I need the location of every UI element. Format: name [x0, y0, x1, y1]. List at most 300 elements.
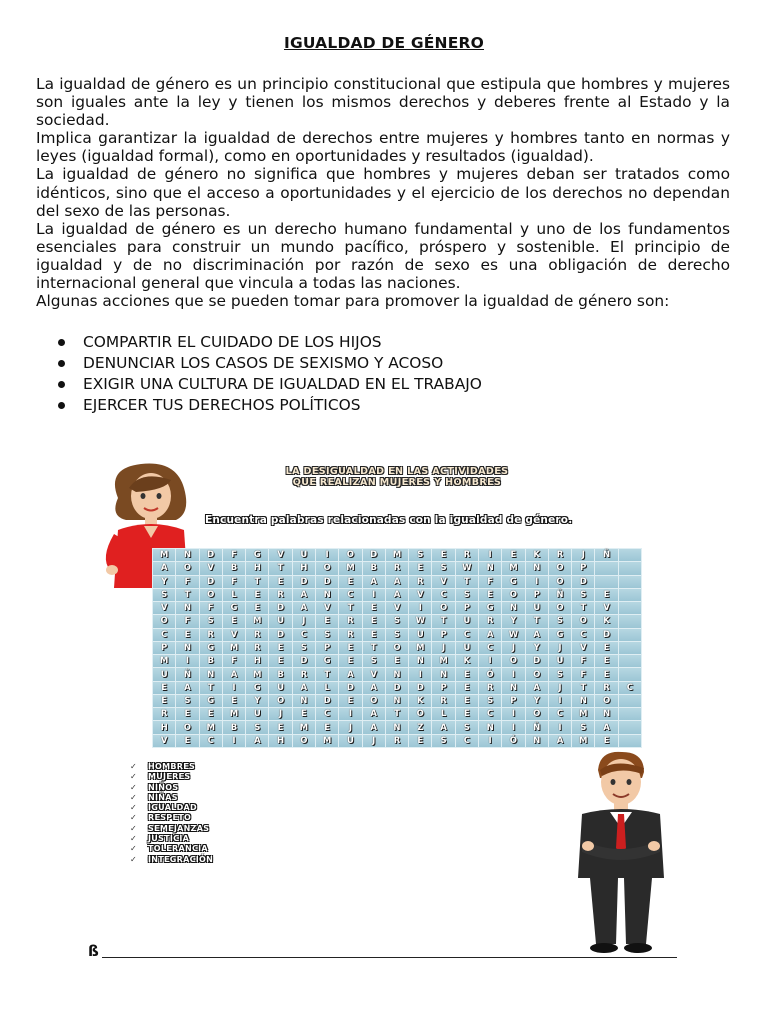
grid-cell[interactable]: F	[223, 549, 245, 561]
grid-cell[interactable]: M	[386, 549, 408, 561]
grid-cell[interactable]: O	[293, 735, 315, 747]
grid-cell[interactable]: N	[293, 695, 315, 707]
grid-cell[interactable]: E	[363, 602, 385, 614]
grid-cell[interactable]: T	[363, 642, 385, 654]
grid-cell[interactable]: C	[479, 708, 501, 720]
grid-cell[interactable]: A	[479, 629, 501, 641]
grid-cell[interactable]: E	[502, 549, 524, 561]
grid-cell[interactable]: E	[479, 589, 501, 601]
grid-cell[interactable]: J	[363, 735, 385, 747]
grid-cell[interactable]: N	[432, 668, 454, 680]
grid-cell[interactable]: V	[316, 602, 338, 614]
grid-cell[interactable]: E	[339, 695, 361, 707]
grid-cell[interactable]: F	[572, 655, 594, 667]
grid-cell[interactable]: D	[386, 682, 408, 694]
grid-cell[interactable]: L	[223, 589, 245, 601]
grid-cell[interactable]: A	[595, 721, 617, 733]
grid-cell[interactable]	[619, 735, 641, 747]
grid-cell[interactable]: T	[339, 602, 361, 614]
grid-cell[interactable]: P	[572, 562, 594, 574]
grid-cell[interactable]: E	[339, 576, 361, 588]
grid-cell[interactable]: E	[595, 735, 617, 747]
grid-cell[interactable]: S	[246, 721, 268, 733]
grid-cell[interactable]: A	[293, 589, 315, 601]
grid-cell[interactable]: J	[269, 708, 291, 720]
grid-cell[interactable]: T	[246, 576, 268, 588]
grid-cell[interactable]	[619, 589, 641, 601]
grid-cell[interactable]: E	[316, 721, 338, 733]
grid-cell[interactable]: E	[595, 655, 617, 667]
grid-cell[interactable]: J	[339, 721, 361, 733]
grid-cell[interactable]: E	[595, 668, 617, 680]
grid-cell[interactable]: A	[176, 682, 198, 694]
grid-cell[interactable]: U	[456, 642, 478, 654]
grid-cell[interactable]: S	[409, 549, 431, 561]
grid-cell[interactable]: D	[293, 655, 315, 667]
grid-cell[interactable]: R	[386, 562, 408, 574]
grid-cell[interactable]: R	[293, 668, 315, 680]
grid-cell[interactable]: S	[200, 615, 222, 627]
grid-cell[interactable]: I	[526, 576, 548, 588]
grid-cell[interactable]: F	[572, 668, 594, 680]
grid-cell[interactable]: V	[432, 576, 454, 588]
grid-cell[interactable]: V	[595, 602, 617, 614]
grid-cell[interactable]: G	[316, 655, 338, 667]
grid-cell[interactable]: P	[153, 642, 175, 654]
grid-cell[interactable]: H	[246, 655, 268, 667]
grid-cell[interactable]: A	[363, 708, 385, 720]
grid-cell[interactable]: E	[223, 695, 245, 707]
grid-cell[interactable]: C	[316, 708, 338, 720]
grid-cell[interactable]: N	[386, 721, 408, 733]
grid-cell[interactable]: O	[549, 562, 571, 574]
grid-cell[interactable]: G	[549, 629, 571, 641]
grid-cell[interactable]: A	[246, 735, 268, 747]
grid-cell[interactable]: M	[200, 721, 222, 733]
grid-cell[interactable]: J	[502, 642, 524, 654]
grid-cell[interactable]	[619, 655, 641, 667]
grid-cell[interactable]: I	[549, 721, 571, 733]
grid-cell[interactable]: F	[200, 602, 222, 614]
grid-cell[interactable]: I	[479, 549, 501, 561]
grid-cell[interactable]: M	[572, 735, 594, 747]
grid-cell[interactable]: A	[363, 576, 385, 588]
grid-cell[interactable]: O	[339, 549, 361, 561]
grid-cell[interactable]: B	[223, 562, 245, 574]
grid-cell[interactable]: O	[176, 721, 198, 733]
grid-cell[interactable]: B	[269, 668, 291, 680]
grid-cell[interactable]	[619, 615, 641, 627]
grid-cell[interactable]: E	[456, 668, 478, 680]
grid-cell[interactable]: E	[339, 642, 361, 654]
grid-cell[interactable]: E	[269, 721, 291, 733]
grid-cell[interactable]: S	[386, 629, 408, 641]
grid-cell[interactable]: O	[409, 708, 431, 720]
grid-cell[interactable]: T	[572, 682, 594, 694]
grid-cell[interactable]: V	[153, 735, 175, 747]
grid-cell[interactable]: N	[502, 602, 524, 614]
grid-cell[interactable]: M	[153, 655, 175, 667]
grid-cell[interactable]: I	[223, 682, 245, 694]
grid-cell[interactable]: O	[549, 576, 571, 588]
grid-cell[interactable]: U	[246, 708, 268, 720]
grid-cell[interactable]: P	[526, 589, 548, 601]
grid-cell[interactable]: P	[432, 682, 454, 694]
grid-cell[interactable]: Y	[246, 695, 268, 707]
grid-cell[interactable]: M	[502, 562, 524, 574]
grid-cell[interactable]: N	[526, 735, 548, 747]
grid-cell[interactable]: G	[246, 682, 268, 694]
grid-cell[interactable]: O	[176, 562, 198, 574]
grid-cell[interactable]	[619, 721, 641, 733]
grid-cell[interactable]: S	[432, 562, 454, 574]
grid-cell[interactable]: O	[363, 695, 385, 707]
grid-cell[interactable]: R	[456, 549, 478, 561]
grid-cell[interactable]: E	[293, 708, 315, 720]
grid-cell[interactable]: E	[432, 549, 454, 561]
grid-cell[interactable]: A	[153, 562, 175, 574]
grid-cell[interactable]: D	[200, 576, 222, 588]
grid-cell[interactable]: I	[363, 589, 385, 601]
grid-cell[interactable]: E	[456, 708, 478, 720]
grid-cell[interactable]	[619, 708, 641, 720]
grid-cell[interactable]: S	[316, 629, 338, 641]
grid-cell[interactable]: N	[595, 708, 617, 720]
grid-cell[interactable]: E	[246, 602, 268, 614]
grid-cell[interactable]: M	[153, 549, 175, 561]
grid-cell[interactable]: E	[176, 735, 198, 747]
grid-cell[interactable]: O	[200, 589, 222, 601]
grid-cell[interactable]: F	[223, 576, 245, 588]
grid-cell[interactable]: J	[432, 642, 454, 654]
grid-cell[interactable]: B	[200, 655, 222, 667]
grid-cell[interactable]: T	[572, 602, 594, 614]
grid-cell[interactable]: J	[549, 642, 571, 654]
grid-cell[interactable]: O	[386, 642, 408, 654]
grid-cell[interactable]: R	[549, 549, 571, 561]
grid-cell[interactable]: A	[293, 602, 315, 614]
grid-cell[interactable]: M	[316, 735, 338, 747]
grid-cell[interactable]: Ó	[502, 735, 524, 747]
grid-cell[interactable]: E	[153, 682, 175, 694]
grid-cell[interactable]: V	[386, 602, 408, 614]
grid-cell[interactable]: R	[409, 576, 431, 588]
grid-cell[interactable]: N	[409, 655, 431, 667]
grid-cell[interactable]: G	[502, 576, 524, 588]
grid-cell[interactable]: Ñ	[595, 549, 617, 561]
grid-cell[interactable]: I	[479, 735, 501, 747]
grid-cell[interactable]: D	[409, 682, 431, 694]
grid-cell[interactable]: B	[223, 721, 245, 733]
grid-cell[interactable]: E	[200, 708, 222, 720]
grid-cell[interactable]: I	[176, 655, 198, 667]
grid-cell[interactable]: A	[526, 629, 548, 641]
grid-cell[interactable]: L	[432, 708, 454, 720]
grid-cell[interactable]: E	[456, 695, 478, 707]
grid-cell[interactable]	[619, 562, 641, 574]
grid-cell[interactable]: S	[572, 721, 594, 733]
grid-cell[interactable]: S	[363, 655, 385, 667]
grid-cell[interactable]: C	[153, 629, 175, 641]
grid-cell[interactable]: S	[549, 668, 571, 680]
grid-cell[interactable]: L	[316, 682, 338, 694]
grid-cell[interactable]: W	[456, 562, 478, 574]
grid-cell[interactable]: P	[316, 642, 338, 654]
grid-cell[interactable]	[619, 642, 641, 654]
grid-cell[interactable]: F	[176, 615, 198, 627]
grid-cell[interactable]	[619, 602, 641, 614]
grid-cell[interactable]	[595, 576, 617, 588]
grid-cell[interactable]: I	[502, 721, 524, 733]
grid-cell[interactable]: S	[432, 735, 454, 747]
grid-cell[interactable]: U	[269, 682, 291, 694]
grid-cell[interactable]: N	[386, 695, 408, 707]
grid-cell[interactable]: P	[432, 629, 454, 641]
grid-cell[interactable]: W	[502, 629, 524, 641]
grid-cell[interactable]: N	[176, 602, 198, 614]
grid-cell[interactable]: Ñ	[549, 589, 571, 601]
grid-cell[interactable]: M	[246, 615, 268, 627]
grid-cell[interactable]: R	[339, 629, 361, 641]
grid-cell[interactable]: N	[316, 589, 338, 601]
grid-cell[interactable]: R	[479, 682, 501, 694]
grid-cell[interactable]: Y	[526, 642, 548, 654]
grid-cell[interactable]: D	[363, 549, 385, 561]
grid-cell[interactable]: P	[456, 602, 478, 614]
grid-cell[interactable]	[619, 576, 641, 588]
grid-cell[interactable]: Z	[409, 721, 431, 733]
grid-cell[interactable]: U	[339, 735, 361, 747]
grid-cell[interactable]: C	[456, 629, 478, 641]
grid-cell[interactable]	[595, 562, 617, 574]
grid-cell[interactable]: S	[479, 695, 501, 707]
grid-cell[interactable]: R	[386, 735, 408, 747]
grid-cell[interactable]: T	[176, 589, 198, 601]
grid-cell[interactable]: Y	[153, 576, 175, 588]
grid-cell[interactable]: M	[409, 642, 431, 654]
grid-cell[interactable]: O	[595, 695, 617, 707]
grid-cell[interactable]: E	[409, 735, 431, 747]
grid-cell[interactable]: O	[572, 615, 594, 627]
grid-cell[interactable]: I	[479, 655, 501, 667]
grid-cell[interactable]: C	[549, 708, 571, 720]
grid-cell[interactable]: O	[526, 668, 548, 680]
grid-cell[interactable]: J	[293, 615, 315, 627]
grid-cell[interactable]: R	[269, 589, 291, 601]
grid-cell[interactable]: R	[479, 615, 501, 627]
grid-cell[interactable]: U	[269, 615, 291, 627]
grid-cell[interactable]: M	[293, 721, 315, 733]
grid-cell[interactable]: K	[456, 655, 478, 667]
grid-cell[interactable]: F	[176, 576, 198, 588]
grid-cell[interactable]: A	[363, 721, 385, 733]
grid-cell[interactable]: D	[200, 549, 222, 561]
grid-cell[interactable]: I	[316, 549, 338, 561]
grid-cell[interactable]: E	[409, 562, 431, 574]
grid-cell[interactable]: N	[386, 668, 408, 680]
grid-cell[interactable]	[619, 549, 641, 561]
grid-cell[interactable]: V	[200, 562, 222, 574]
grid-cell[interactable]: A	[432, 721, 454, 733]
grid-cell[interactable]: M	[223, 642, 245, 654]
grid-cell[interactable]: G	[479, 602, 501, 614]
grid-cell[interactable]: K	[409, 695, 431, 707]
grid-cell[interactable]: E	[269, 655, 291, 667]
grid-cell[interactable]: E	[456, 682, 478, 694]
grid-cell[interactable]: D	[269, 602, 291, 614]
grid-cell[interactable]: C	[339, 589, 361, 601]
grid-cell[interactable]: M	[246, 668, 268, 680]
grid-cell[interactable]: N	[479, 562, 501, 574]
grid-cell[interactable]: S	[386, 615, 408, 627]
grid-cell[interactable]: C	[479, 642, 501, 654]
grid-cell[interactable]: T	[526, 615, 548, 627]
grid-cell[interactable]: N	[572, 695, 594, 707]
grid-cell[interactable]: H	[153, 721, 175, 733]
grid-cell[interactable]: D	[526, 655, 548, 667]
grid-cell[interactable]: C	[293, 629, 315, 641]
grid-cell[interactable]: U	[549, 655, 571, 667]
grid-cell[interactable]: D	[293, 576, 315, 588]
grid-cell[interactable]: E	[176, 629, 198, 641]
grid-cell[interactable]: T	[269, 562, 291, 574]
grid-cell[interactable]: C	[200, 735, 222, 747]
grid-cell[interactable]: C	[572, 629, 594, 641]
grid-cell[interactable]: R	[339, 615, 361, 627]
grid-cell[interactable]: O	[549, 602, 571, 614]
grid-cell[interactable]: G	[200, 695, 222, 707]
grid-cell[interactable]: A	[339, 668, 361, 680]
grid-cell[interactable]: F	[479, 576, 501, 588]
grid-cell[interactable]: V	[153, 602, 175, 614]
grid-cell[interactable]: E	[269, 576, 291, 588]
grid-cell[interactable]: O	[526, 708, 548, 720]
grid-cell[interactable]: Ñ	[176, 668, 198, 680]
grid-cell[interactable]: K	[595, 615, 617, 627]
grid-cell[interactable]: E	[246, 589, 268, 601]
grid-cell[interactable]: S	[456, 589, 478, 601]
grid-cell[interactable]: E	[386, 655, 408, 667]
grid-cell[interactable]	[619, 629, 641, 641]
grid-cell[interactable]: H	[246, 562, 268, 574]
grid-cell[interactable]: C	[619, 682, 641, 694]
grid-cell[interactable]: S	[456, 721, 478, 733]
grid-cell[interactable]: S	[572, 589, 594, 601]
grid-cell[interactable]: A	[549, 735, 571, 747]
grid-cell[interactable]: W	[409, 615, 431, 627]
grid-cell[interactable]: T	[316, 668, 338, 680]
grid-cell[interactable]: T	[456, 576, 478, 588]
grid-cell[interactable]: E	[223, 615, 245, 627]
grid-cell[interactable]: R	[432, 695, 454, 707]
grid-cell[interactable]: I	[502, 708, 524, 720]
grid-cell[interactable]: V	[572, 642, 594, 654]
grid-cell[interactable]: E	[176, 708, 198, 720]
grid-cell[interactable]: O	[269, 695, 291, 707]
grid-cell[interactable]: M	[432, 655, 454, 667]
grid-cell[interactable]: D	[595, 629, 617, 641]
grid-cell[interactable]: N	[200, 668, 222, 680]
grid-cell[interactable]: U	[409, 629, 431, 641]
grid-cell[interactable]: O	[316, 562, 338, 574]
grid-cell[interactable]: C	[432, 589, 454, 601]
grid-cell[interactable]: A	[386, 589, 408, 601]
grid-cell[interactable]: E	[595, 642, 617, 654]
grid-cell[interactable]: U	[293, 549, 315, 561]
grid-cell[interactable]: R	[200, 629, 222, 641]
grid-cell[interactable]: T	[432, 615, 454, 627]
grid-cell[interactable]: A	[223, 668, 245, 680]
grid-cell[interactable]: D	[339, 682, 361, 694]
grid-cell[interactable]: N	[479, 721, 501, 733]
grid-cell[interactable]: T	[200, 682, 222, 694]
grid-cell[interactable]: N	[176, 549, 198, 561]
grid-cell[interactable]: D	[316, 695, 338, 707]
grid-cell[interactable]: Y	[502, 615, 524, 627]
grid-cell[interactable]: D	[269, 629, 291, 641]
grid-cell[interactable]: R	[595, 682, 617, 694]
grid-cell[interactable]: E	[363, 615, 385, 627]
grid-cell[interactable]: D	[316, 576, 338, 588]
grid-cell[interactable]: P	[502, 695, 524, 707]
grid-cell[interactable]: O	[502, 589, 524, 601]
grid-cell[interactable]: E	[316, 615, 338, 627]
grid-cell[interactable]: R	[153, 708, 175, 720]
grid-cell[interactable]: F	[223, 655, 245, 667]
grid-cell[interactable]: V	[269, 549, 291, 561]
grid-cell[interactable]: V	[223, 629, 245, 641]
grid-cell[interactable]: N	[176, 642, 198, 654]
grid-cell[interactable]: R	[246, 642, 268, 654]
grid-cell[interactable]: S	[153, 589, 175, 601]
grid-cell[interactable]: A	[386, 576, 408, 588]
grid-cell[interactable]: N	[526, 562, 548, 574]
grid-cell[interactable]: M	[223, 708, 245, 720]
grid-cell[interactable]: O	[502, 655, 524, 667]
grid-cell[interactable]: Y	[526, 695, 548, 707]
grid-cell[interactable]: I	[409, 668, 431, 680]
grid-cell[interactable]: G	[246, 549, 268, 561]
grid-cell[interactable]: J	[572, 549, 594, 561]
grid-cell[interactable]: I	[549, 695, 571, 707]
grid-cell[interactable]: U	[526, 602, 548, 614]
grid-cell[interactable]: Ñ	[526, 721, 548, 733]
grid-cell[interactable]: T	[386, 708, 408, 720]
grid-cell[interactable]: R	[246, 629, 268, 641]
grid-cell[interactable]: E	[269, 642, 291, 654]
grid-cell[interactable]: V	[409, 589, 431, 601]
grid-cell[interactable]: H	[293, 562, 315, 574]
grid-cell[interactable]: G	[200, 642, 222, 654]
grid-cell[interactable]: I	[339, 708, 361, 720]
grid-cell[interactable]: U	[456, 615, 478, 627]
grid-cell[interactable]: E	[595, 589, 617, 601]
grid-cell[interactable]: B	[363, 562, 385, 574]
grid-cell[interactable]: H	[269, 735, 291, 747]
grid-cell[interactable]: Ó	[479, 668, 501, 680]
grid-cell[interactable]	[619, 695, 641, 707]
grid-cell[interactable]: I	[223, 735, 245, 747]
grid-cell[interactable]: S	[176, 695, 198, 707]
grid-cell[interactable]: O	[432, 602, 454, 614]
grid-cell[interactable]: A	[363, 682, 385, 694]
grid-cell[interactable]: E	[339, 655, 361, 667]
grid-cell[interactable]: M	[572, 708, 594, 720]
grid-cell[interactable]: U	[153, 668, 175, 680]
grid-cell[interactable]: K	[526, 549, 548, 561]
grid-cell[interactable]: E	[363, 629, 385, 641]
grid-cell[interactable]: G	[223, 602, 245, 614]
